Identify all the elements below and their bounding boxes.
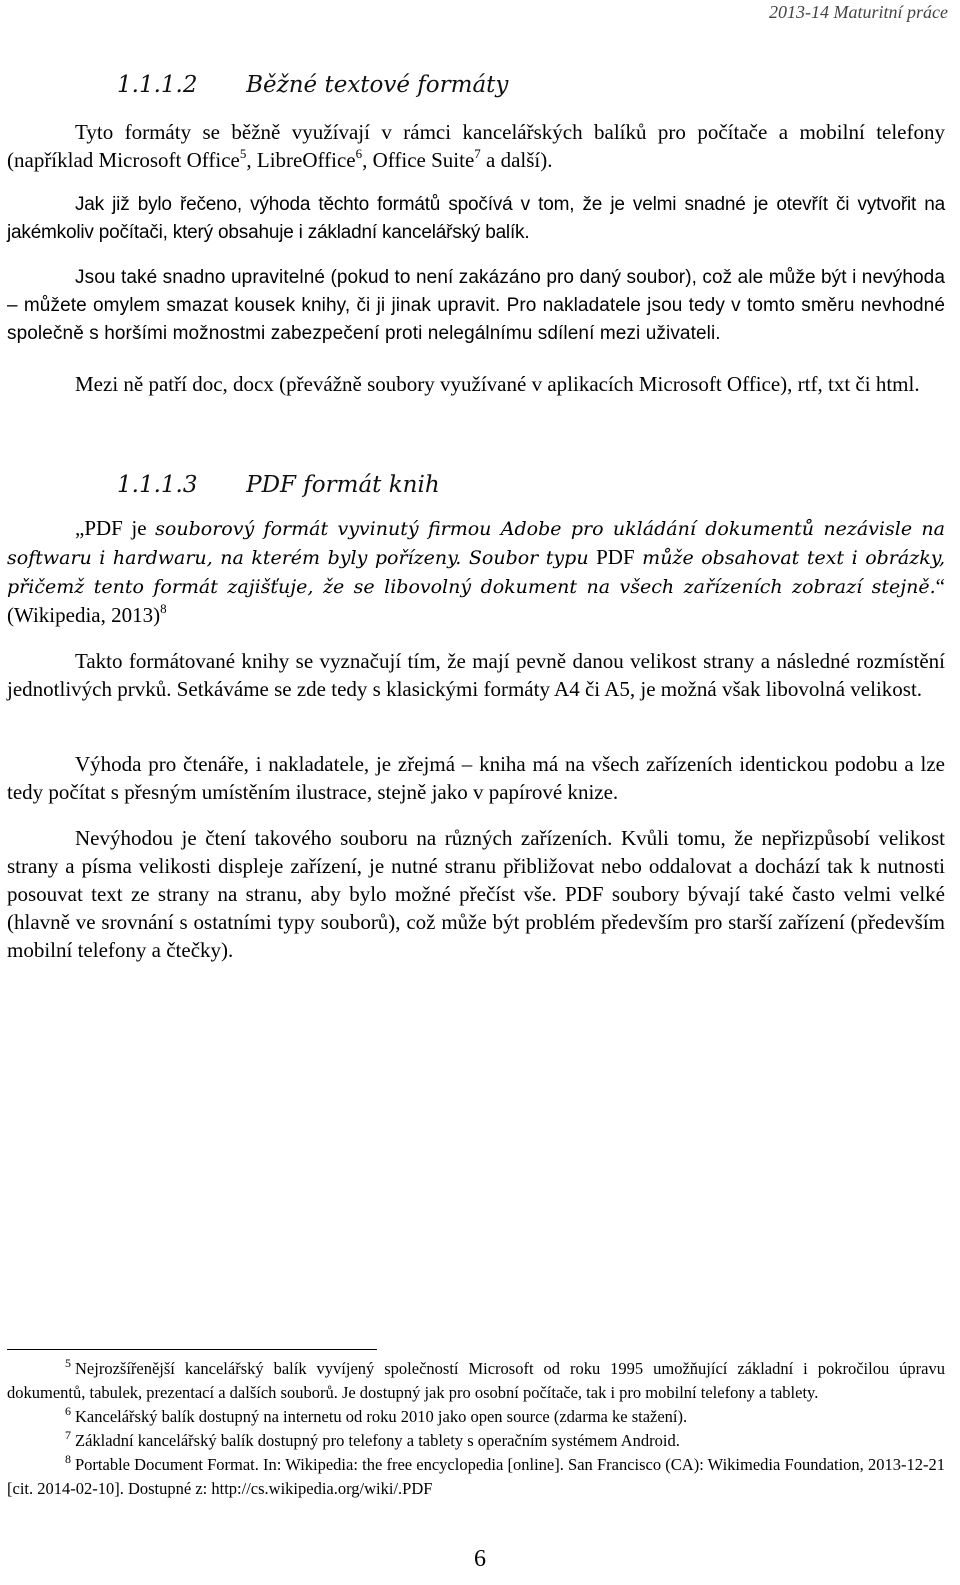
footnote-ref-6[interactable]: 6 (355, 146, 363, 161)
paragraph-formats-intro: Tyto formáty se běžně využívají v rámci kancelářských balíků pro počítače a mobilní telefony (například Microsoft Office$^5$, LibreOffice$^6$, Office Suite$^7$ a další). (7, 120, 945, 172)
footnote-6: $^6$ Kancelářský balík dostupný na internetu od roku 2010 jako open source (zdarma ke stažení). (65, 1403, 688, 1426)
page-number: 6 (474, 1546, 486, 1572)
footnote-ref-5[interactable]: 5 (239, 146, 247, 161)
section-heading-1-1-1-3 (117, 472, 440, 498)
footnotes (7, 1357, 945, 1501)
section-number: 1.1.1.2 (117, 72, 198, 98)
paragraph-format-list: Mezi ně patří doc, docx (převážně soubory využívané v aplikacích Microsoft Office), rtf, txt či html. (75, 372, 920, 396)
paragraph-advantage: Jak již bylo řečeno, výhoda těchto formátů spočívá v tom, že je velmi snadné je otevřít či vytvořit na jakémkoliv počítači, který obsahuje i základní kancelářský balík. (7, 194, 945, 243)
running-header: 2013-14 Maturitní práce (769, 2, 948, 22)
footnote-7: $^7$ Základní kancelářský balík dostupný pro telefony a tablety s operačním systémem Android. (65, 1427, 680, 1450)
section-heading-1-1-1-2 (117, 72, 508, 98)
section-title: Běžné textové formáty (246, 72, 509, 98)
paragraph-quote: „PDF je souborový formát vyvinutý firmou Adobe pro ukládání dokumentů nezávisle na softwaru i hardwaru, na kterém byly pořízeny. Soubor typu PDF může obsahovat text i obrázky, přičemž tento formát zajišťuje, že se libovolný dokument na všech zařízeních zobrazí stejně.“ (Wikipedia, 2013)$^8$ (7, 516, 945, 627)
paragraph-disadvantage: Nevýhodou je čtení takového souboru na různých zařízeních. Kvůli tomu, že nepřizpůsobí velikost strany a písma velikosti displeje zařízení, je nutné stranu přibližovat nebo oddalovat a dochází tak k nutnosti posouvat text ze strany na stranu, aby bylo možné přečíst vše. PDF soubory bývají také často velmi velké (hlavně ve srovnání s ostatními typy souborů), což může být problém především pro starší zařízení (především mobilní telefony a čtečky). (7, 826, 945, 962)
footnote-separator (7, 1349, 377, 1350)
section-title: PDF formát knih (246, 472, 440, 498)
footnote-5: $^5$ Nejrozšířenější kancelářský balík vyvíjený společností Microsoft od roku 1995 umožňující základní i pokročilou úpravu dokumentů, tabulek, prezentací a dalších souborů. Je dostupný jak pro osobní počítače, tak i pro mobilní telefony a tablety. (7, 1355, 945, 1402)
footnote-ref-8[interactable]: 8 (160, 601, 167, 616)
footnote-8: $^8$ Portable Document Format. In: Wikipedia: the free encyclopedia [online]. San Francisco (CA): Wikimedia Foundation, 2013-12-21 [cit. 2014-02-10]. Dostupné z: http://cs.wikipedia.org/wiki/.PDF (7, 1451, 945, 1498)
paragraph-editable: Jsou také snadno upravitelné (pokud to není zakázáno pro daný soubor), což ale může být i nevýhoda – můžete omylem smazat kousek knihy, či ji jinak upravit. Pro nakladatele jsou tedy v tomto směru nevhodné společně s horšími možnostmi zabezpečení proti nelegálnímu sdílení mezi uživateli. (7, 267, 945, 344)
footnote-ref-7[interactable]: 7 (474, 146, 481, 161)
section-number: 1.1.1.3 (117, 472, 198, 498)
paragraph-fixed-size: Takto formátované knihy se vyznačují tím, že mají pevně danou velikost strany a následné rozmístění jednotlivých prvků. Setkáváme se zde tedy s klasickými formáty A4 či A5, je možná však libovolná velikost. (7, 649, 945, 701)
paragraph-reader-advantage: Výhoda pro čtenáře, i nakladatele, je zřejmá – kniha má na všech zařízeních identickou podobu a lze tedy počítat s přesným umístěním ilustrace, stejně jako v papírové knize. (7, 752, 945, 804)
